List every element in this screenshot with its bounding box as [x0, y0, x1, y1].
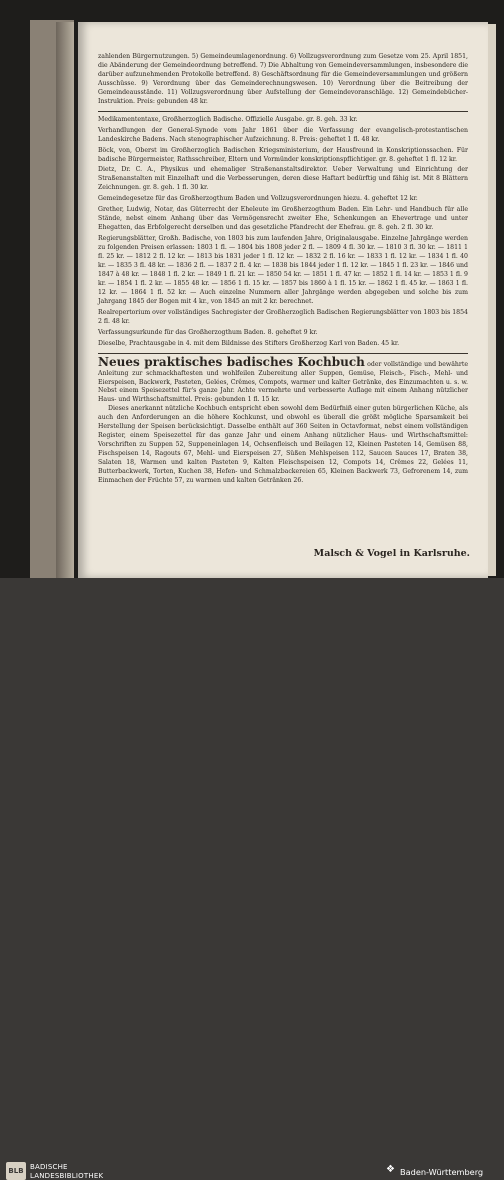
paragraph-11: Dieselbe, Prachtausgabe in 4. mit dem Bildnisse des Stifters Großherzog Karl von Baden. 45 kr.	[98, 340, 468, 349]
paragraph-5: Dietz, Dr. C. A., Physikus und ehemaliger Straßenanstaltsdirektor. Ueber Verwaltung und Einrichtung der Straßenanstalten mit Einzelhaft und die Verbesserungen, deren diese Haftart bedürftig und fähig ist. Mit 8 Blättern Zeichnungen. gr. 8. geh. 1 fl. 30 kr.	[98, 166, 468, 193]
state-name: Baden-Württemberg	[400, 1167, 483, 1177]
paragraph-9: Realrepertorium over vollständiges Sachregister der Großherzoglich Badischen Regierungsblätter von 1803 bis 1854 2 fl. 48 kr.	[98, 309, 468, 327]
footer-banner	[0, 578, 504, 607]
library-name	[30, 1163, 103, 1180]
ad-text	[98, 358, 468, 406]
library-name-line1: BADISCHE	[30, 1163, 103, 1172]
paragraph-10: Verfassungsurkunde für das Großherzogthum Baden. 8. geheftet 9 kr.	[98, 329, 468, 338]
left-page-fold	[56, 22, 74, 578]
divider	[98, 111, 468, 112]
paragraph-2: Medikamententaxe, Großherzoglich Badische. Offizielle Ausgabe. gr. 8. geh. 33 kr.	[98, 116, 468, 125]
page-text	[98, 53, 468, 486]
book-page	[78, 22, 488, 578]
scanned-book-view	[0, 0, 504, 578]
paragraph-8: Regierungsblätter, Großh. Badische, von 1803 bis zum laufenden Jahre, Originalausgabe. Einzelne Jahrgänge werden zu folgenden Preisen erlassen: 1803 1 fl. — 1804 bis 1808 jeder 2 fl. — 1809 4 fl. 30 kr. — 1810 3 fl. 30 kr. — 1811 1 fl. 25 kr. — 1812 2 fl. 12 kr. — 1813 bis 1831 jeder 1 fl. 12 kr. — 1832 2 fl. 16 kr. — 1833 1 fl. 12 kr. — 1834 1 fl. 40 kr. — 1835 3 fl. 48 kr. — 1836 2 fl. — 1837 2 fl. 4 kr. — 1838 bis 1844 jeder 1 fl. 12 kr. — 1845 1 fl. 23 kr. — 1846 und 1847 à 48 kr. — 1848 1 fl. 2 kr. — 1849 1 fl. 21 kr. — 1850 54 kr. — 1851 1 fl. 47 kr. — 1852 1 fl. 14 kr. — 1853 1 fl. 9 kr. — 1854 1 fl. 2 kr. — 1855 48 kr. — 1856 1 fl. 15 kr. — 1857 bis 1860 à 1 fl. 15 kr. — 1862 1 fl. 45 kr. — 1863 1 fl. 12 kr. — 1864 1 fl. 52 kr. — Auch einzelne Nummern aller Jahrgänge werden abgegeben und solche bis zum Jahrgang 1845 der Bogen mit 4 kr., von 1845 an mit 2 kr. berechnet.	[98, 235, 468, 307]
divider	[98, 353, 468, 354]
blb-logo-icon: BLB	[6, 1162, 26, 1180]
ad-body: oder vollständige und bewährte Anleitung zur schmackhaftesten und wohlfeilen Zubereitung aller Suppen, Gemüse, Fleisch-, Fisch-, Mehl- und Eierspeisen, Backwerk, Pasteten, Gelées, Crêmes, Compots, warmer und kalter Getränke, des Einzumachten u. s. w. Nebst einem Speisezettel für's ganze Jahr. Achte vermehrte und verbesserte Auflage mit einem Anhang nützlicher Haus- und Wirthschaftsmittel. Preis: gebunden 1 fl. 15 kr.	[98, 361, 468, 404]
publisher-signature: Malsch & Vogel in Karlsruhe.	[314, 548, 470, 559]
paragraph-6: Gemeindegesetze für das Großherzogthum Baden und Vollzugsverordnungen hiezu. 4. geheftet 12 kr.	[98, 195, 468, 204]
ad-heading: Neues praktisches badisches Kochbuch	[98, 355, 365, 369]
paragraph-1: zahlenden Bürgernutzungen. 5) Gemeindeumlagenordnung. 6) Vollzugsverordnung zum Gesetze vom 25. April 1851, die Abänderung der Gemeindeordnung betreffend. 7) Die Abhaltung von Gemeindeversammlungen, insbesondere die darüber aufzunehmenden Protokolle betreffend. 8) Geschäftsordnung für die Gemeindeversammlungen und größern Ausschüsse. 9) Verordnung über das Gemeinderechnungswesen. 10) Verordnung über die Beitreibung der Gemeindeausstände. 11) Vollzugsverordnung über Aufstellung der Gemeindevoranschläge. 12) Gemeindebücher-Instruktion. Preis: gebunden 48 kr.	[98, 53, 468, 107]
paragraph-7: Grether, Ludwig, Notar, das Güterrecht der Eheleute im Großherzogthum Baden. Ein Lehr- und Handbuch für alle Stände, nebst einem Anhang über das Vermögensrecht zweiter Ehe, Schenkungen an Ehevertrage und unter Ehegatten, das Erbfolgerecht derselben und das gesetzliche Pfandrecht der Ehefrau. gr. 8. geh. 2 fl. 30 kr.	[98, 206, 468, 233]
paragraph-4: Böck, von, Oberst im Großherzoglich Badischen Kriegsministerium, der Hausfreund in Konskriptionssachen. Für badische Bürgermeister, Rathsschreiber, Eltern und Vormünder konskriptionspflichtiger. gr. 8. geheftet 1 fl. 12 kr.	[98, 147, 468, 165]
paragraph-3: Verhandlungen der General-Synode vom Jahr 1861 über die Verfassung der evangelisch-protestantischen Landeskirche Badens. Nach stenographischer Aufzeichnung. 8. Preis: geheftet 1 fl. 48 kr.	[98, 127, 468, 145]
right-page-edge	[488, 24, 496, 576]
state-crest-icon: ❖	[386, 1164, 396, 1176]
ad-description: Dieses anerkannt nützliche Kochbuch entspricht eben sowohl dem Bedürfniß einer guten bürgerlichen Küche, als auch den Anforderungen an die höhere Kochkunst, und obwohl es überall die größt mögliche Sparsamkeit bei Herstellung der Speisen berücksichtigt. Dasselbe enthält auf 360 Seiten in Octavformat, nebst einem vollständigen Register, einem Speisezettel für das ganze Jahr und einem Anhang nützlicher Haus- und Wirthschaftsmittel: Vorschriften zu Suppen 52, Suppeneinlagen 14, Ochsenfleisch und Beilagen 12, Kleinen Pasteten 14, Gemüsen 88, Fischspeisen 14, Ragouts 67, Mehl- und Eierspeisen 27, Süßen Mehlspeisen 112, Saucen Sauces 17, Braten 38, Salaten 18, Warmen und kalten Pasteten 9, Kalten Fleischspeisen 12, Compots 14, Crêmes 22, Gelées 11, Butterbackwerk, Torten, Kuchen 38, Hefen- und Schmalzbackereien 65, Kleinen Backwerk 73, Gefrorenem 14, zum Einmachen der Früchte 57, zu warmen und kalten Getränken 26.	[98, 405, 468, 486]
library-name-line2: LANDESBIBLIOTHEK	[30, 1172, 103, 1180]
